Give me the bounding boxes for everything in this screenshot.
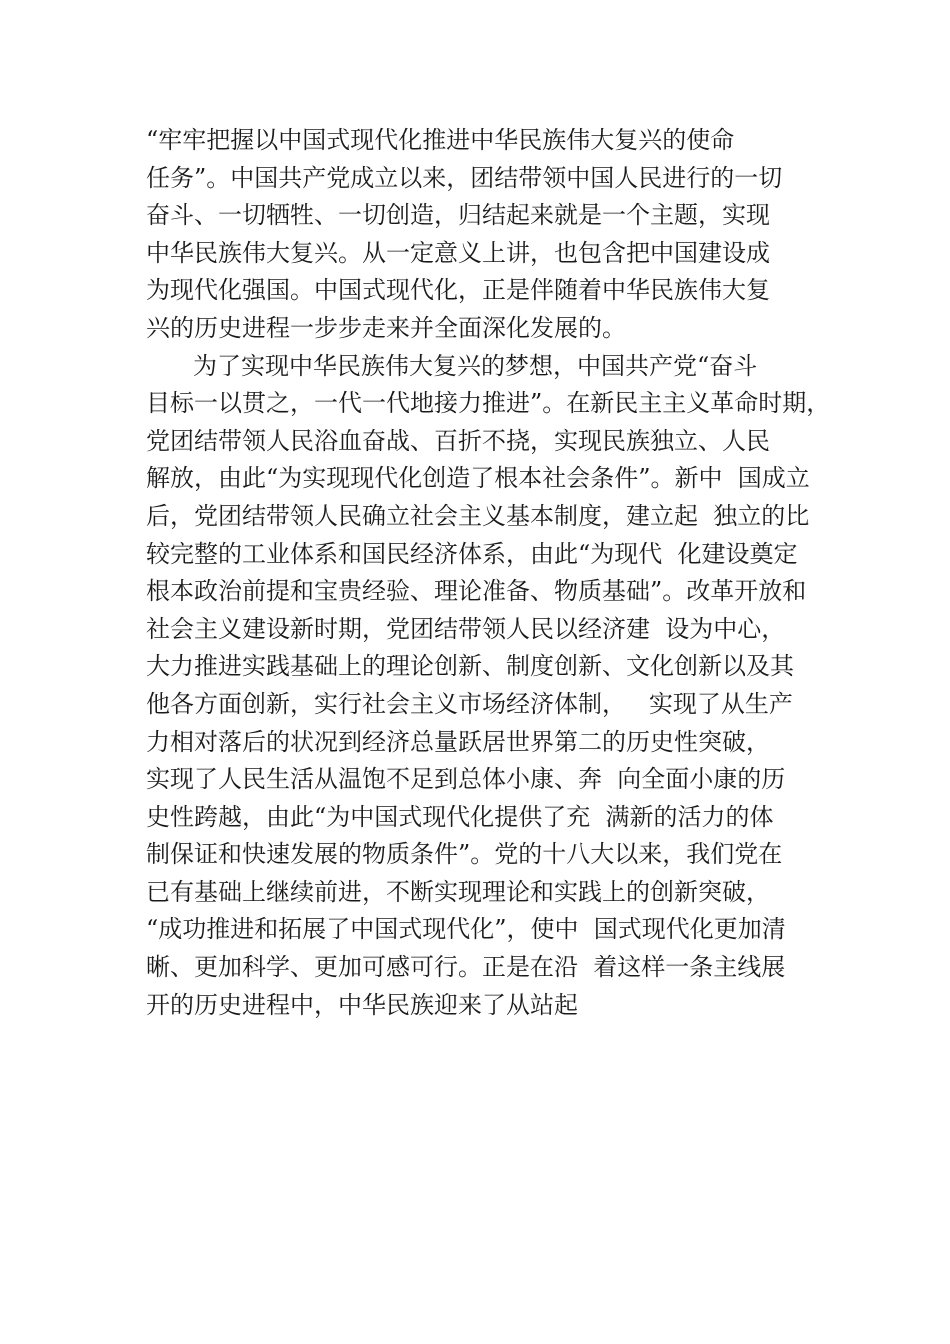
text-line: 解放，由此“为实现现代化创造了根本社会条件”。新中 国成立 <box>146 464 810 493</box>
text-line: 他各方面创新，实行社会主义市场经济体制， 实现了从生产 <box>146 689 793 718</box>
text-line: 中华民族伟大复兴。从一定意义上讲，也包含把中国建设成 <box>146 238 770 267</box>
body-text <box>146 122 846 1024</box>
text-line: 兴的历史进程一步步走来并全面深化发展的。 <box>146 313 626 342</box>
text-line: 晰、更加科学、更加可感可行。正是在沿 着这样一条主线展 <box>146 953 786 982</box>
text-line: 目标一以贯之，一代一代地接力推进”。在新民主主义革命时期， <box>146 389 831 418</box>
text-line: 开的历史进程中，中华民族迎来了从站起 <box>146 990 578 1019</box>
text-line: 制保证和快速发展的物质条件”。党的十八大以来，我们党在 <box>146 840 783 869</box>
text-line: 社会主义建设新时期，党团结带领人民以经济建 设为中心， <box>146 614 786 643</box>
text-line: 任务”。中国共产党成立以来，团结带领中国人民进行的一切 <box>146 163 783 192</box>
text-line: 奋斗、一切牺牲、一切创造，归结起来就是一个主题，实现 <box>146 201 770 230</box>
text-line: “成功推进和拓展了中国式现代化”，使中 国式现代化更加清 <box>146 915 786 944</box>
text-line: 根本政治前提和宝贵经验、理论准备、物质基础”。改革开放和 <box>146 577 807 606</box>
text-line: 较完整的工业体系和国民经济体系，由此“为现代 化建设奠定 <box>146 539 798 568</box>
text-line: “牢牢把握以中国式现代化推进中华民族伟大复兴的使命 <box>146 126 735 154</box>
text-line: 大力推进实践基础上的理论创新、制度创新、文化创新以及其 <box>146 652 794 681</box>
text-line: 为现代化强国。中国式现代化，正是伴随着中华民族伟大复 <box>146 276 770 305</box>
text-line: 实现了人民生活从温饱不足到总体小康、奔 向全面小康的历 <box>146 765 786 794</box>
text-line: 后，党团结带领人民确立社会主义基本制度，建立起 独立的比 <box>146 501 810 530</box>
text-line: 已有基础上继续前进，不断实现理论和实践上的创新突破， <box>146 877 770 906</box>
text-line: 力相对落后的状况到经济总量跃居世界第二的历史性突破， <box>146 727 770 756</box>
text-line: 史性跨越，由此“为中国式现代化提供了充 满新的活力的体 <box>146 802 774 831</box>
text-line: 党团结带领人民浴血奋战、百折不挠，实现民族独立、人民 <box>146 426 770 455</box>
text-line: 为了实现中华民族伟大复兴的梦想，中国共产党“奋斗 <box>193 351 758 380</box>
